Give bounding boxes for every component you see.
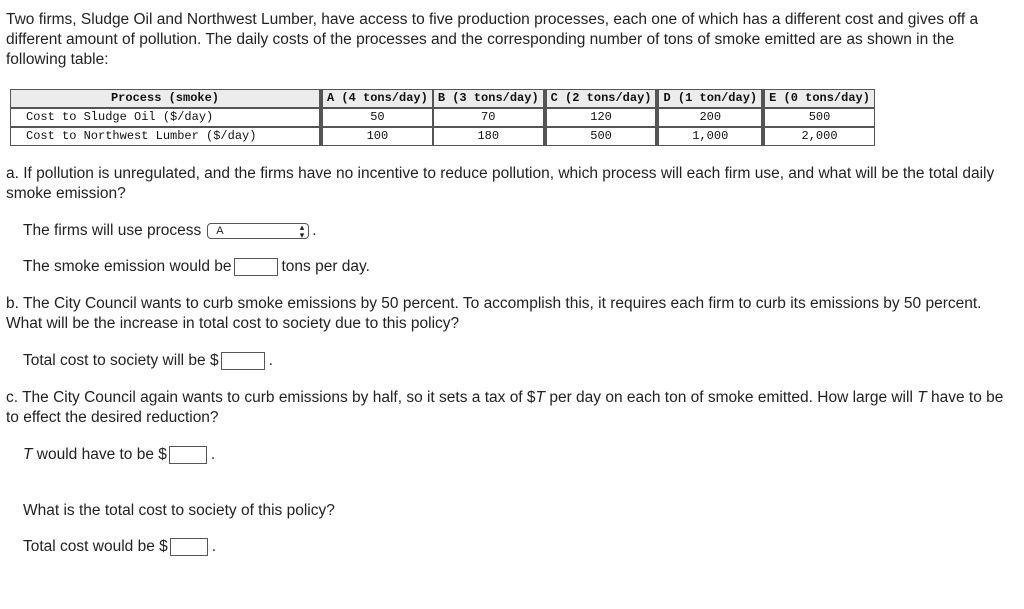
select-arrows-icon: ▴ ▾ <box>299 222 305 240</box>
table-cell: 200 <box>656 108 762 127</box>
table-cell: 100 <box>320 127 433 146</box>
table-cell: 120 <box>544 108 657 127</box>
cost-input[interactable] <box>221 352 265 370</box>
row-label: Cost to Sludge Oil ($/day) <box>10 108 320 127</box>
table-header-row <box>10 89 875 108</box>
table-cell: 1,000 <box>656 127 762 146</box>
emission-suffix: tons per day. <box>281 258 370 275</box>
table-cell: 180 <box>433 127 544 146</box>
tax-answer-line <box>23 446 1018 464</box>
question-c-text <box>6 388 1018 428</box>
tax-prefix: would have to be $ <box>32 446 167 463</box>
cost-answer-line <box>23 352 1018 370</box>
emission-answer-line <box>23 258 1018 276</box>
qc-part: have to be to effect the desired reduction? <box>6 389 1004 426</box>
process-answer-line <box>23 222 1018 240</box>
total-cost-input[interactable] <box>170 538 208 556</box>
variable-t: T <box>535 389 546 406</box>
total-prefix: Total cost would be $ <box>23 538 168 555</box>
table-header: E (0 tons/day) <box>762 89 875 108</box>
variable-t: T <box>917 389 927 406</box>
emission-prefix: The smoke emission would be <box>23 258 232 275</box>
process-prefix: The firms will use process <box>23 222 202 239</box>
process-select[interactable] <box>207 223 309 239</box>
table-cell: 50 <box>320 108 433 127</box>
variable-t: T <box>23 446 33 463</box>
table-cell: 70 <box>433 108 544 127</box>
qc-part: per day on each ton of smoke emitted. How large will <box>545 389 918 406</box>
table-cell: 500 <box>762 108 875 127</box>
period: . <box>211 538 217 555</box>
period: . <box>210 446 216 463</box>
qc-part: c. The City Council again wants to curb emissions by half, so it sets a tax of $ <box>6 389 536 406</box>
cost-prefix: Total cost to society will be $ <box>23 352 219 369</box>
process-selected-value: A <box>216 225 224 237</box>
table-cell: 500 <box>544 127 657 146</box>
row-label: Cost to Northwest Lumber ($/day) <box>10 127 320 146</box>
period: . <box>268 352 273 369</box>
table-header: C (2 tons/day) <box>544 89 657 108</box>
intro-text: Two firms, Sludge Oil and Northwest Lumber, have access to five production processes, each one of which has a different cost and gives off a different amount of pollution. The daily costs of the processes and the corresponding number of tons of smoke emitted are as shown in the following table: <box>6 11 979 68</box>
table-row <box>10 127 875 146</box>
table-cell: 2,000 <box>762 127 875 146</box>
table-row <box>10 108 875 127</box>
question-b-text: b. The City Council wants to curb smoke emissions by 50 percent. To accomplish this, it requires each firm to curb its emissions by 50 percent. What will be the increase in total cost to society due to this policy? <box>6 295 982 332</box>
emission-input[interactable] <box>234 258 278 276</box>
table-header: Process (smoke) <box>10 89 320 108</box>
process-table <box>10 89 875 146</box>
table-header: D (1 ton/day) <box>656 89 762 108</box>
tax-input[interactable] <box>169 446 207 464</box>
table-header: A (4 tons/day) <box>320 89 433 108</box>
total-question-line <box>23 502 1018 520</box>
period: . <box>312 222 317 239</box>
total-answer-line <box>23 538 1018 556</box>
total-question: What is the total cost to society of this policy? <box>23 502 335 519</box>
question-a-text: a. If pollution is unregulated, and the firms have no incentive to reduce pollution, which process will each firm use, and what will be the total daily smoke emission? <box>6 165 995 202</box>
table-header: B (3 tons/day) <box>433 89 544 108</box>
